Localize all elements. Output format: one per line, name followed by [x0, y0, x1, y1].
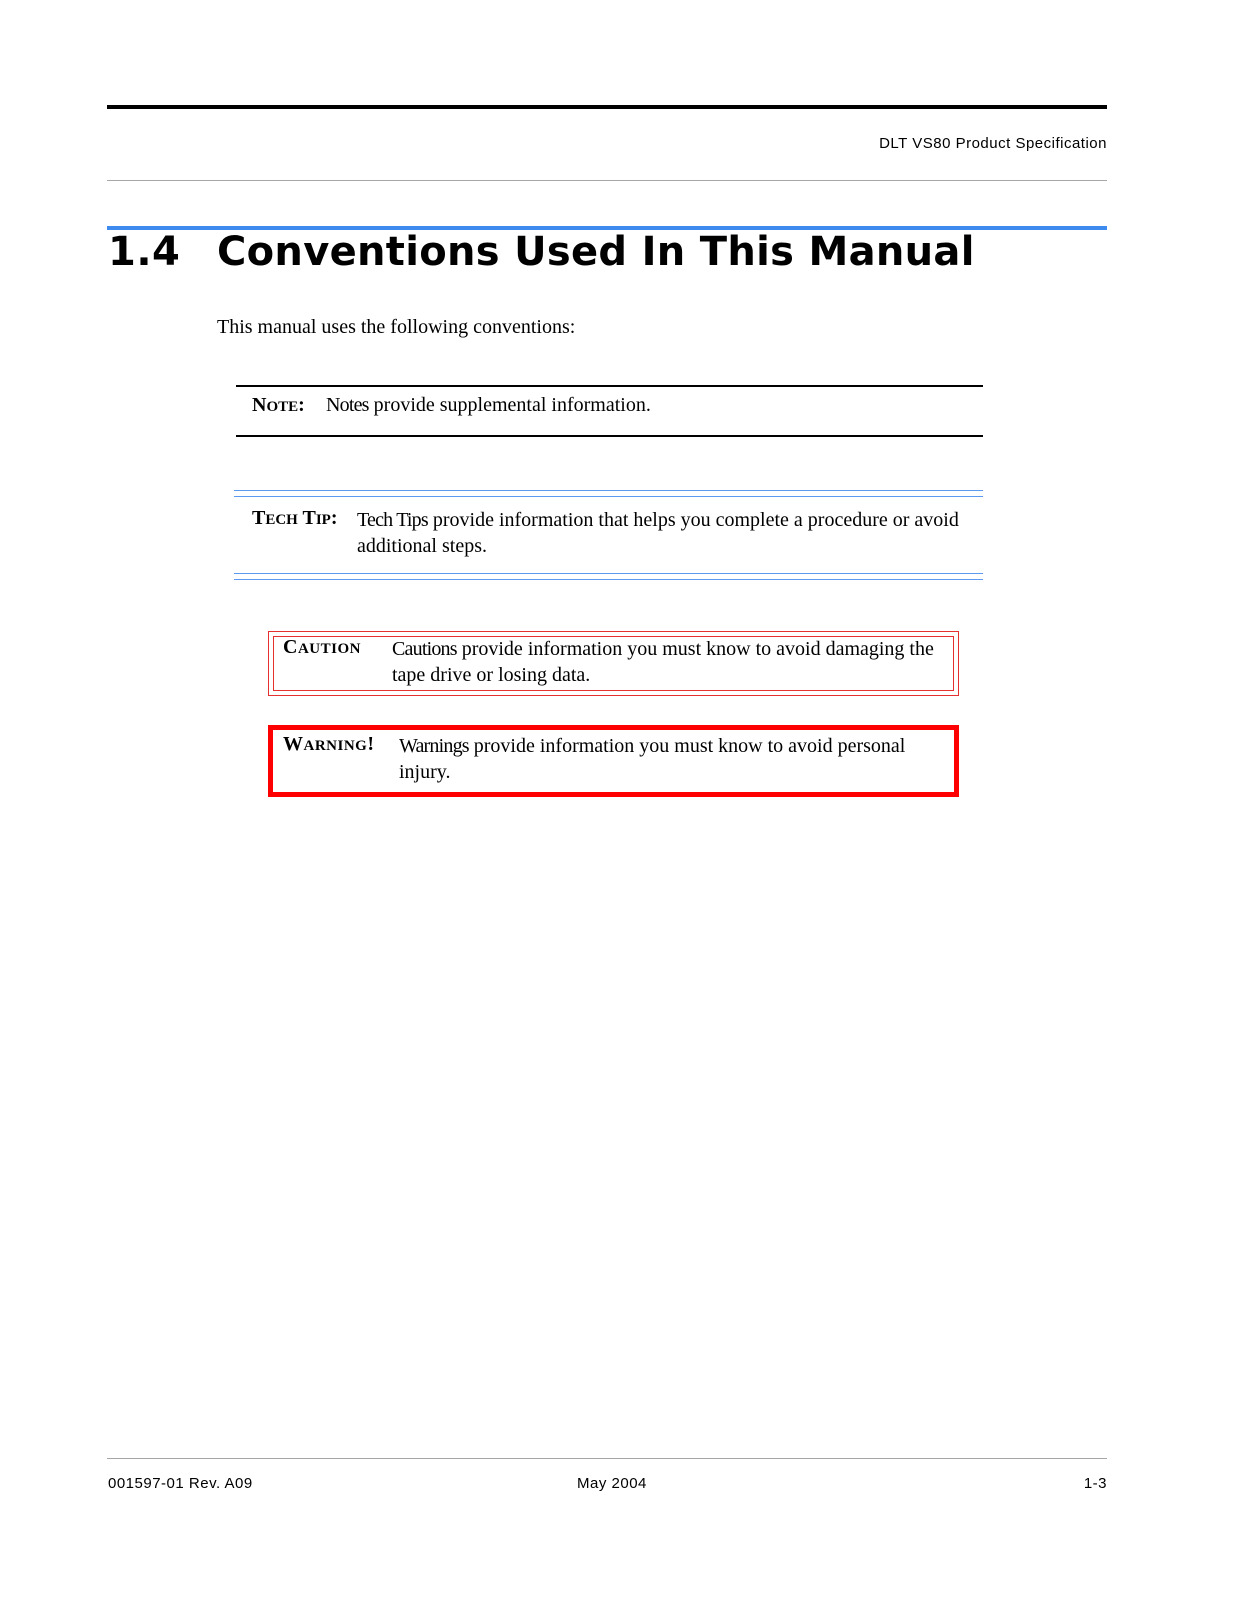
tech-tip-top-rule-2	[234, 496, 983, 497]
footer-rule	[107, 1458, 1107, 1459]
tech-tip-text	[357, 507, 982, 559]
section-title: Conventions Used In This Manual	[217, 229, 975, 275]
section-number: 1.4	[108, 229, 181, 275]
tech-tip-bottom-rule-2	[234, 579, 983, 580]
top-rule	[107, 105, 1107, 109]
header-rule	[107, 180, 1107, 181]
note-body: provide supplemental information.	[368, 394, 651, 416]
caution-lead: Cautions	[392, 638, 457, 660]
caution-body: provide information you must know to avoid damaging the tape drive or losing data.	[392, 638, 934, 686]
note-label: NOTE:	[252, 394, 305, 416]
intro-paragraph: This manual uses the following conventions:	[217, 316, 576, 338]
footer-doc-number: 001597-01 Rev. A09	[108, 1475, 253, 1492]
caution-label: CAUTION	[283, 636, 361, 658]
tech-tip-label: TECH TIP:	[252, 507, 338, 529]
warning-body: provide information you must know to avoid personal injury.	[399, 735, 906, 783]
note-lead: Notes	[326, 394, 369, 416]
note-text	[326, 394, 651, 417]
tech-tip-top-rule	[234, 490, 983, 491]
footer-page-number: 1-3	[1083, 1475, 1107, 1492]
warning-lead: Warnings	[399, 735, 469, 757]
warning-label: WARNING!	[283, 733, 375, 755]
warning-text	[399, 733, 951, 785]
tech-tip-bottom-rule	[234, 573, 983, 574]
caution-text	[392, 636, 952, 688]
tech-tip-lead: Tech Tips	[357, 509, 428, 531]
running-header: DLT VS80 Product Specification	[879, 135, 1107, 152]
tech-tip-body: provide information that helps you complete a procedure or avoid additional steps.	[357, 509, 959, 557]
footer-date: May 2004	[577, 1475, 647, 1492]
